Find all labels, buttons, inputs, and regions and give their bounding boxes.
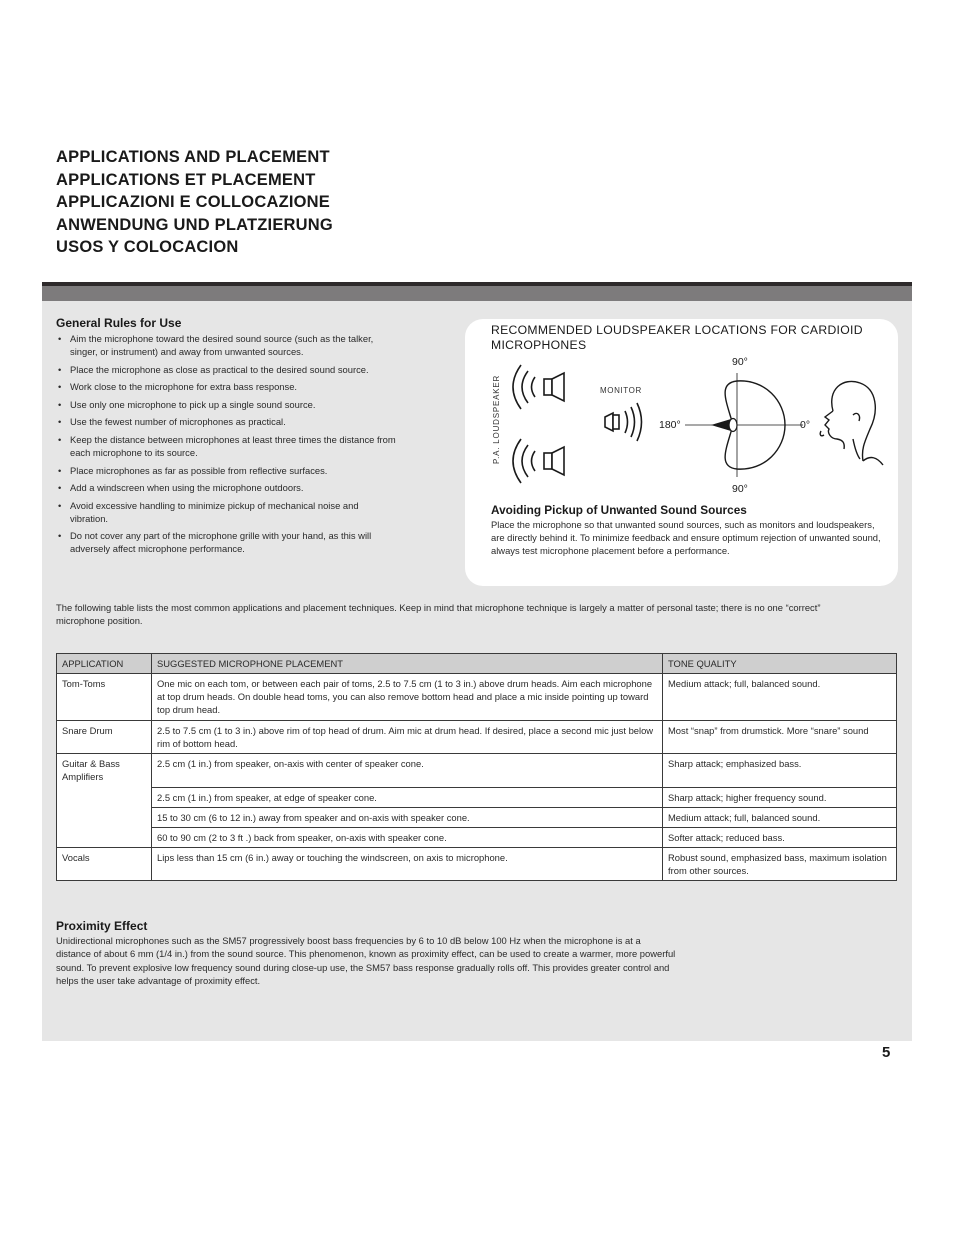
- general-rules-list: [56, 332, 396, 555]
- cell-tone: Sharp attack; emphasized bass.: [663, 754, 897, 788]
- header-band-gray: [42, 286, 912, 301]
- monitor-speaker-icon: [605, 403, 642, 441]
- table-row: [57, 808, 897, 828]
- angle-top-label: 90°: [732, 356, 748, 368]
- cell-tone: Medium attack; full, balanced sound.: [663, 674, 897, 721]
- loudspeaker-bottom-icon: [513, 439, 564, 483]
- title-en: APPLICATIONS AND PLACEMENT: [56, 148, 330, 166]
- proximity-effect-text: Unidirectional microphones such as the SM57 progressively boost bass frequencies by 6 to 10 dB below 100 Hz when the microphone is at a distance of about 6 mm (1/4 in.) from the sound source. This phenomenon, known as proximity effect, can be used to create a warmer, more powerful sound. To prevent explosive low frequency sound during close-up use, the SM57 bass response gradually rolls off. This provides greater control and helps the user take advantage of proximity effect.: [56, 935, 676, 986]
- table-row: [57, 848, 897, 881]
- rule-item: • Place microphones as far as possible from reflective surfaces.: [56, 464, 396, 477]
- cell-tone: Softer attack; reduced bass.: [663, 828, 897, 848]
- title-de: ANWENDUNG UND PLATZIERUNG: [56, 215, 333, 234]
- rule-item: • Work close to the microphone for extra bass response.: [56, 380, 396, 393]
- monitor-label: MONITOR: [600, 386, 642, 395]
- cell-application: Vocals: [57, 848, 152, 881]
- general-rules-section: [56, 316, 396, 560]
- rule-item: • Use the fewest number of microphones as practical.: [56, 415, 396, 428]
- proximity-effect-heading: Proximity Effect: [56, 919, 148, 933]
- title-es: USOS Y COLOCACION: [56, 238, 239, 257]
- applications-table: [56, 653, 897, 881]
- loudspeaker-diagram: [465, 319, 898, 499]
- cell-placement: 2.5 cm (1 in.) from speaker, on-axis with center of speaker cone.: [152, 754, 663, 788]
- header-placement: SUGGESTED MICROPHONE PLACEMENT: [152, 654, 663, 674]
- page-titles: [56, 146, 333, 259]
- rule-item: • Use only one microphone to pick up a single sound source.: [56, 398, 396, 411]
- avoiding-pickup-section: [491, 503, 886, 557]
- title-it: APPLICAZIONI E COLLOCAZIONE: [56, 193, 330, 212]
- rule-item: • Do not cover any part of the microphone grille with your hand, as this will adversely affect microphone performance.: [56, 529, 396, 555]
- rule-item: • Keep the distance between microphones at least three times the distance from each microphone to its source.: [56, 433, 396, 459]
- page-number: 5: [882, 1044, 891, 1061]
- table-row: [57, 721, 897, 754]
- microphone-icon: [711, 419, 737, 432]
- cell-placement: 60 to 90 cm (2 to 3 ft .) back from speaker, on-axis with speaker cone.: [152, 828, 663, 848]
- diagram-title: RECOMMENDED LOUDSPEAKER LOCATIONS FOR CARDIOID MICROPHONES: [491, 323, 863, 352]
- cell-placement: 15 to 30 cm (6 to 12 in.) away from speaker and on-axis with speaker cone.: [152, 808, 663, 828]
- table-row: [57, 788, 897, 808]
- table-row: [57, 828, 897, 848]
- table-row: [57, 674, 897, 721]
- cell-application: Guitar & Bass Amplifiers: [57, 754, 152, 848]
- loudspeaker-diagram-card: [465, 319, 898, 586]
- cell-placement: One mic on each tom, or between each pair of toms, 2.5 to 7.5 cm (1 to 3 in.) above drum heads. Aim each microphone at top drum heads. On double head toms, you can also remove bottom head and place a mic inside pointing up toward top drum head.: [152, 674, 663, 721]
- header-tone-quality: TONE QUALITY: [663, 654, 897, 674]
- angle-left-label: 180°: [659, 419, 681, 431]
- cell-tone: Medium attack; full, balanced sound.: [663, 808, 897, 828]
- cell-tone: Sharp attack; higher frequency sound.: [663, 788, 897, 808]
- singer-head-icon: [820, 381, 883, 465]
- cell-placement: Lips less than 15 cm (6 in.) away or touching the windscreen, on axis to microphone.: [152, 848, 663, 881]
- table-intro-text: The following table lists the most common applications and placement techniques. Keep in mind that microphone technique is largely a matter of personal taste; there is no one “correct” microphone position.: [56, 602, 821, 626]
- rule-item: • Add a windscreen when using the microphone outdoors.: [56, 481, 396, 494]
- cell-application: Tom-Toms: [57, 674, 152, 721]
- rule-item: • Place the microphone as close as practical to the desired sound source.: [56, 363, 396, 376]
- angle-right-label: 0°: [800, 419, 811, 431]
- angle-bottom-label: 90°: [732, 483, 748, 495]
- rule-item: • Aim the microphone toward the desired sound source (such as the talker, singer, or instrument) and away from unwanted sources.: [56, 332, 396, 358]
- loudspeaker-top-icon: [513, 365, 564, 409]
- table-header-row: [57, 654, 897, 674]
- pa-loudspeaker-label: P.A. LOUDSPEAKER: [492, 374, 501, 464]
- avoiding-pickup-text: Place the microphone so that unwanted sound sources, such as monitors and loudspeakers, are directly behind it. To minimize feedback and ensure optimum rejection of unwanted sound, always test microphone placement before a performance.: [491, 519, 881, 556]
- proximity-effect-section: [56, 919, 676, 987]
- table-row: [57, 754, 897, 788]
- title-fr: APPLICATIONS ET PLACEMENT: [56, 170, 316, 189]
- cell-placement: 2.5 cm (1 in.) from speaker, at edge of speaker cone.: [152, 788, 663, 808]
- cell-tone: Robust sound, emphasized bass, maximum isolation from other sources.: [663, 848, 897, 881]
- general-rules-heading: General Rules for Use: [56, 316, 182, 330]
- cell-tone: Most “snap” from drumstick. More “snare” sound: [663, 721, 897, 754]
- cell-application: Snare Drum: [57, 721, 152, 754]
- cell-placement: 2.5 to 7.5 cm (1 to 3 in.) above rim of top head of drum. Aim mic at drum head. If desired, place a second mic just below rim of bottom head.: [152, 721, 663, 754]
- rule-item: • Avoid excessive handling to minimize pickup of mechanical noise and vibration.: [56, 499, 396, 525]
- avoiding-pickup-heading: Avoiding Pickup of Unwanted Sound Sources: [491, 503, 747, 517]
- header-application: APPLICATION: [57, 654, 152, 674]
